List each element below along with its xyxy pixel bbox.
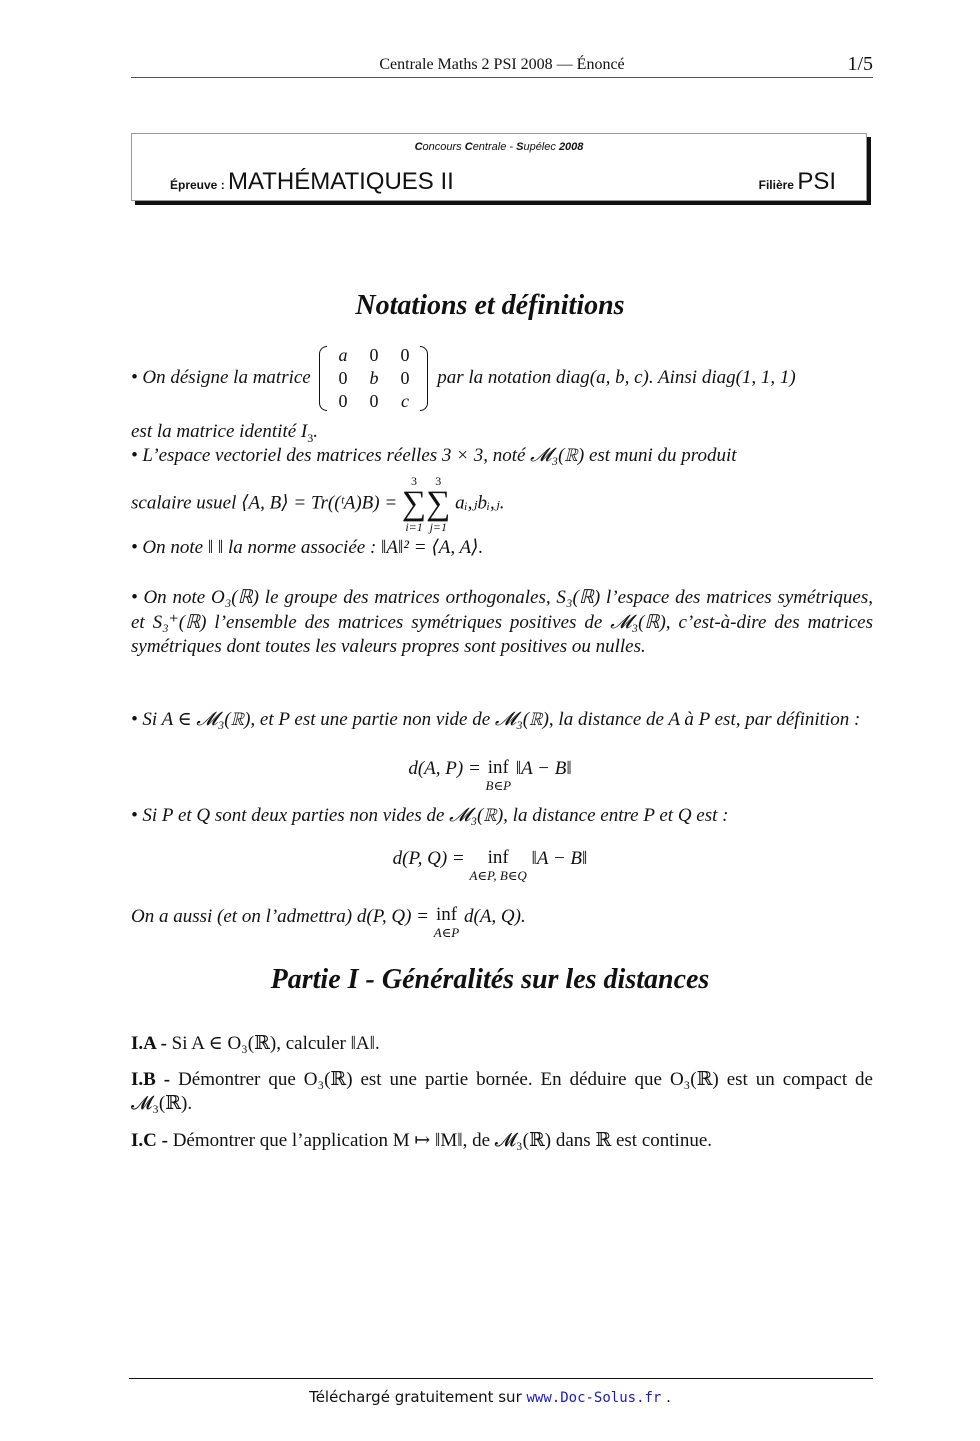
page-number: 1/5: [847, 53, 873, 75]
equation-d-a-p: d(A, P) = inf B∈P ‖A − B‖: [408, 757, 572, 793]
notation-distance-point: • Si A ∈ 𝓜₃(ℝ), et P est une partie non vide de 𝓜₃(ℝ), la distance de A à P est, par définition :: [131, 709, 861, 730]
notation-inner-product: • L’espace vectoriel des matrices réelles 3 × 3, noté 𝓜₃(ℝ) est muni du produit scalaire usuel ⟨A, B⟩ = Tr((ᵗA)B) = 3 ∑ i=1 3 ∑ j=1 aᵢ,ⱼbᵢ,ⱼ.: [131, 445, 737, 534]
notation-identity: est la matrice identité $I_3$.: [131, 421, 318, 445]
sum-j: 3 ∑ j=1: [426, 473, 451, 534]
notation-norm: • On note ‖ ‖ la norme associée : ‖A‖² = ⟨A, A⟩.: [131, 537, 484, 558]
notation-diag: • On désigne la matrice a 0 0 0 b 0 0 0 c par la notation diag(a, b, c). Ainsi diag(1, 1, 1): [131, 345, 796, 411]
notation-orthogonal: • On note O₃(ℝ) le groupe des matrices orthogonales, S₃(ℝ) l’espace des matrices symétriques, et S₃⁺(ℝ) l’ensemble des matrices symétriques positives de 𝓜₃(ℝ), c’est-à-dire des matrices symétriques dont toutes les valeurs propres sont positives ou nulles.: [131, 587, 873, 657]
notation-admitted: On a aussi (et on l’admettra) d(P, Q) = inf A∈P d(A, Q).: [131, 904, 526, 940]
footer: Téléchargé gratuitement sur www.Doc-Solus.fr .: [309, 1388, 671, 1406]
question-I-A: I.A - Si A ∈ O₃(ℝ), calculer ‖A‖.: [131, 1033, 380, 1054]
header-title: Centrale Maths 2 PSI 2008 — Énoncé: [379, 56, 625, 73]
concours-line: Concours Centrale - Supélec 2008: [414, 141, 584, 153]
epreuve: [170, 168, 454, 196]
filiere-label: Filière: [758, 178, 798, 192]
epreuve-label: Épreuve :: [170, 178, 229, 192]
notation-distance-sets: • Si P et Q sont deux parties non vides de 𝓜₃(ℝ), la distance entre P et Q est :: [131, 805, 729, 826]
equation-d-p-q: d(P, Q) = inf A∈P, B∈Q ‖A − B‖: [392, 847, 588, 883]
epreuve-value: MATHÉMATIQUES II: [228, 168, 454, 195]
running-header: [131, 53, 873, 78]
section-title-notations: Notations et définitions: [355, 290, 625, 321]
footer-rule: [129, 1378, 873, 1379]
question-I-C: I.C - Démontrer que l’application M ↦ ‖M‖, de 𝓜₃(ℝ) dans ℝ est continue.: [131, 1130, 713, 1151]
filiere-value: PSI: [797, 168, 836, 195]
sum-i: 3 ∑ i=1: [401, 473, 427, 534]
exam-title-box: [131, 133, 867, 201]
diag-matrix: a 0 0 0 b 0 0 0 c: [319, 344, 428, 413]
section-title-partie-1: Partie I - Généralités sur les distances: [270, 964, 710, 995]
question-I-B: I.B - Démontrer que O₃(ℝ) est une partie bornée. En déduire que O₃(ℝ) est un compact de 𝓜₃(ℝ).: [131, 1069, 873, 1114]
filiere: [759, 168, 836, 196]
doc-solus-link[interactable]: www.Doc-Solus.fr: [526, 1390, 662, 1406]
